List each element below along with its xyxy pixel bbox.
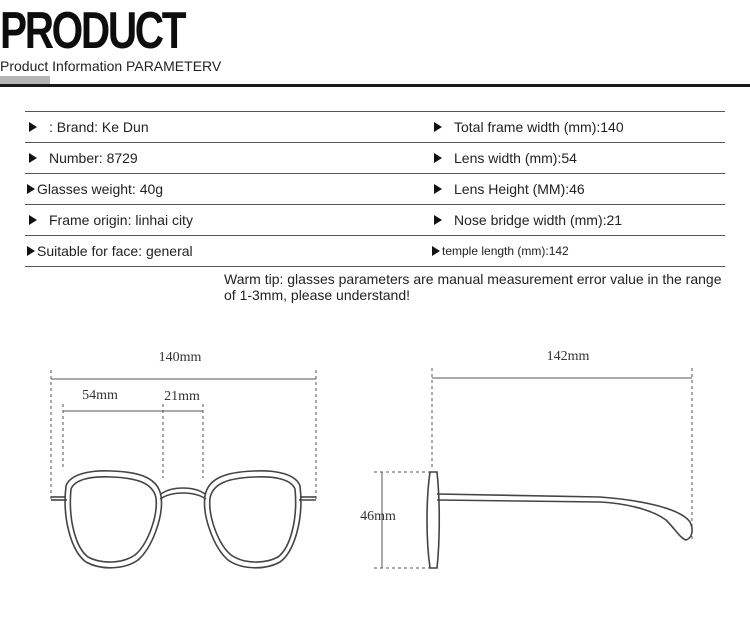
spec-lens-height: Lens Height (MM):46 bbox=[454, 181, 585, 197]
dim-lens-height: 46mm bbox=[360, 509, 396, 524]
glasses-front-view bbox=[51, 471, 316, 568]
spec-number: Number: 8729 bbox=[49, 150, 138, 166]
dim-total-width: 140mm bbox=[158, 350, 202, 365]
dim-bridge-width: 21mm bbox=[164, 389, 200, 404]
spec-temple-length: temple length (mm):142 bbox=[442, 244, 569, 258]
dim-temple-length: 142mm bbox=[546, 349, 590, 364]
spec-suitable-face: Suitable for face: general bbox=[37, 243, 193, 259]
warm-tip: Warm tip: glasses parameters are manual measurement error value in the range of 1-3mm, please understand! bbox=[224, 271, 722, 303]
spec-nose-bridge-width: Nose bridge width (mm):21 bbox=[454, 212, 623, 228]
dim-lens-width: 54mm bbox=[82, 388, 118, 403]
spec-frame-origin: Frame origin: linhai city bbox=[49, 212, 193, 228]
glasses-side-view bbox=[427, 472, 692, 568]
spec-glasses-weight: Glasses weight: 40g bbox=[37, 181, 164, 197]
spec-lens-width: Lens width (mm):54 bbox=[454, 150, 577, 166]
page-subtitle: Product Information PARAMETERV bbox=[0, 58, 222, 74]
page-title: PRODUCT bbox=[0, 2, 185, 60]
spec-total-frame-width: Total frame width (mm):140 bbox=[454, 119, 624, 135]
spec-brand: : Brand: Ke Dun bbox=[49, 119, 149, 135]
